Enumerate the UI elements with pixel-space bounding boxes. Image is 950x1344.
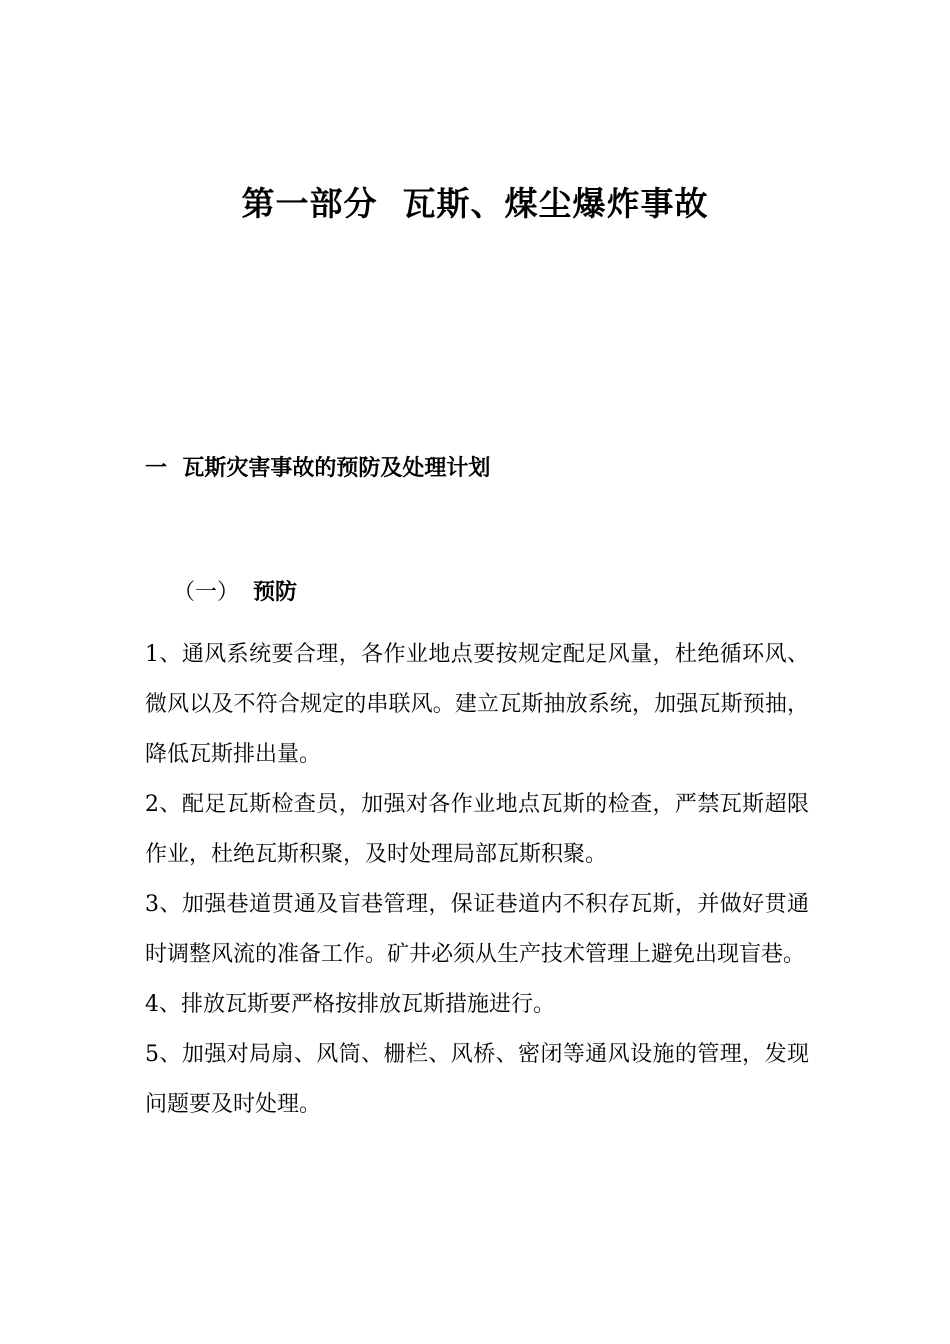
paragraph-4: 4、排放瓦斯要严格按排放瓦斯措施进行。 xyxy=(145,992,555,1017)
subsection-number: （一） xyxy=(172,580,239,605)
subsection-heading xyxy=(145,542,297,644)
section-heading: 一 瓦斯灾害事故的预防及处理计划 xyxy=(145,456,491,481)
paragraph-1: 1、通风系统要合理，各作业地点要按规定配足风量，杜绝循环风、微风以及不符合规定的串联风。建立瓦斯抽放系统，加强瓦斯预抽，降低瓦斯排出量。 xyxy=(145,642,809,767)
subsection-title: 预防 xyxy=(253,580,298,605)
part-title: 第一部分 瓦斯、煤尘爆炸事故 xyxy=(241,184,709,223)
paragraph-5: 5、加强对局扇、风筒、栅栏、风桥、密闭等通风设施的管理，发现问题要及时处理。 xyxy=(145,1042,809,1117)
body-text xyxy=(145,630,809,1130)
paragraph-3: 3、加强巷道贯通及盲巷管理，保证巷道内不积存瓦斯，并做好贯通时调整风流的准备工作。矿井必须从生产技术管理上避免出现盲巷。 xyxy=(145,892,809,967)
paragraph-2: 2、配足瓦斯检查员，加强对各作业地点瓦斯的检查，严禁瓦斯超限作业，杜绝瓦斯积聚，及时处理局部瓦斯积聚。 xyxy=(145,792,809,867)
